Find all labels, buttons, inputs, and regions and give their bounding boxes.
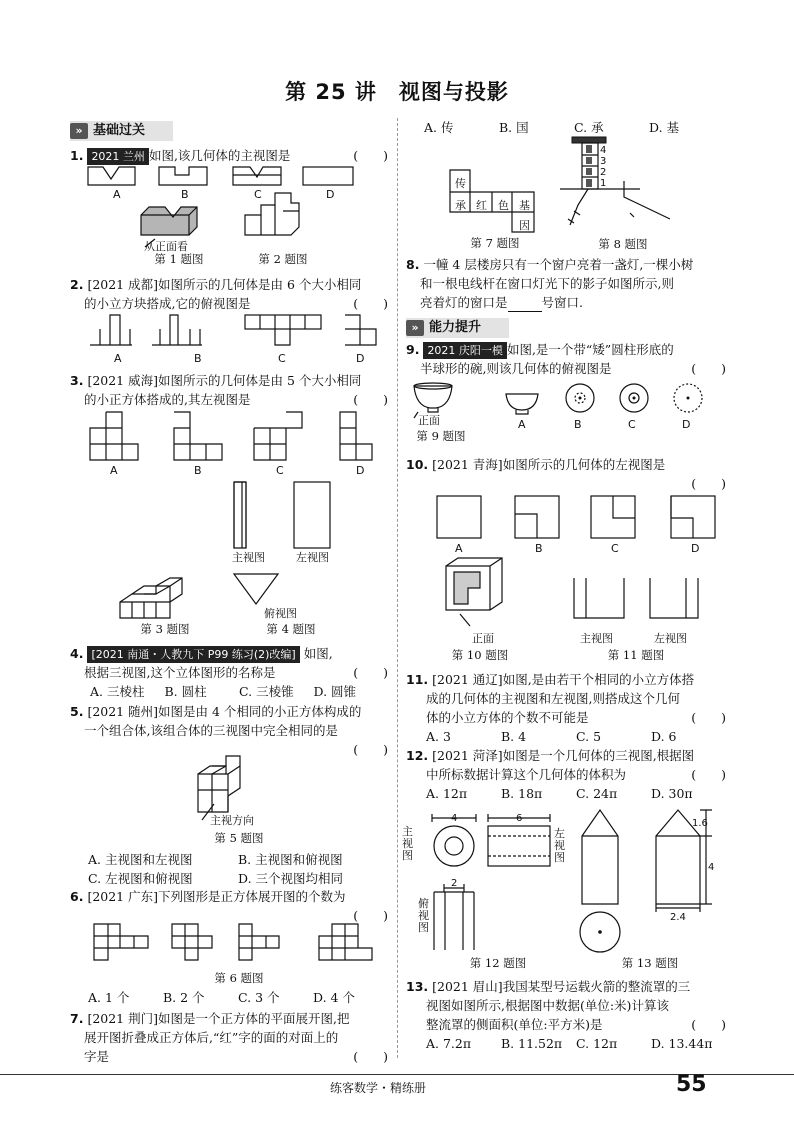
q13-dim-4: 4 xyxy=(708,862,715,873)
q1-opt-b: B xyxy=(181,188,189,201)
q9-text2: 半球形的碗,则该几何体的俯视图是 xyxy=(420,361,612,376)
q13-answer-paren[interactable]: ( ) xyxy=(691,1017,726,1032)
q12-opt-d[interactable]: D. 30π xyxy=(651,786,693,801)
q3-solid-figure xyxy=(118,574,208,624)
q11-opt-a[interactable]: A. 3 xyxy=(426,729,451,744)
q11-opt-c[interactable]: C. 5 xyxy=(576,729,602,744)
q5-options xyxy=(88,850,388,888)
q8-text1: 一幢 4 层楼房只有一个窗户亮着一盏灯,一棵小树 xyxy=(423,257,694,272)
q3-answer-paren[interactable]: ( ) xyxy=(353,392,388,407)
q7-char-se: 色 xyxy=(498,199,509,212)
q12-dim-6: 6 xyxy=(516,813,523,824)
q2-text2: 的小立方块搭成,它的俯视图是 xyxy=(84,296,251,311)
q1-answer-paren[interactable]: ( ) xyxy=(353,148,388,163)
q5-opt-a[interactable]: A. 主视图和左视图 xyxy=(88,852,193,867)
q6-number: 6. xyxy=(70,889,84,904)
q4-text2: 根据三视图,这个立体图形的名称是 xyxy=(84,665,276,680)
question-1 xyxy=(70,146,388,165)
q5-opt-b[interactable]: B. 主视图和俯视图 xyxy=(238,852,343,867)
q6-opt-c[interactable]: C. 3 个 xyxy=(238,990,280,1005)
q12-number: 12. xyxy=(406,748,429,763)
q11-fig-caption: 第 11 题图 xyxy=(607,648,665,662)
q4-top-view-label: 俯视图 xyxy=(264,607,297,620)
q4-opt-b[interactable]: B. 圆柱 xyxy=(164,684,207,699)
q1-number: 1. xyxy=(70,148,84,163)
q12-source-tag: [2021 菏泽] xyxy=(432,748,503,763)
q1-text: 如图,该几何体的主视图是 xyxy=(148,148,291,163)
q8-floor-4: 4 xyxy=(600,145,607,156)
question-5 xyxy=(70,702,388,759)
question-10 xyxy=(406,455,726,493)
page-number: 55 xyxy=(676,1072,707,1097)
q9-front-label: 正面 xyxy=(418,414,440,427)
q10-options-figure xyxy=(435,494,725,540)
q2-opt-a: A xyxy=(114,352,122,365)
question-6 xyxy=(70,887,388,925)
q4-opt-d[interactable]: D. 圆锥 xyxy=(313,684,357,699)
q6-text: 下列图形是正方体展开图的个数为 xyxy=(157,889,346,904)
q2-fig-caption: 第 2 题图 xyxy=(258,252,308,266)
question-12 xyxy=(406,746,726,803)
q2-opt-b: B xyxy=(194,352,202,365)
q11-opt-d[interactable]: D. 6 xyxy=(651,729,677,744)
q10-opt-b: B xyxy=(535,542,543,555)
q7-opt-d[interactable]: D. 基 xyxy=(649,120,680,135)
question-3 xyxy=(70,371,388,409)
q7-char-hong: 红 xyxy=(476,199,487,212)
q7-char-ji: 基 xyxy=(519,199,530,212)
q6-caption: 第 6 题图 xyxy=(214,971,264,985)
q10-text: 如图所示的几何体的左视图是 xyxy=(502,457,666,472)
q3-opt-d: D xyxy=(356,464,365,477)
q4-left-view-label: 左视图 xyxy=(296,551,329,564)
q7-char-yin: 因 xyxy=(519,219,530,232)
q11-source-tag: [2021 通辽] xyxy=(432,672,503,687)
q7-text1: 如图是一个正方体的平面展开图,把 xyxy=(157,1011,350,1026)
q9-source-tag: 2021 庆阳一模 xyxy=(423,342,507,359)
q13-three-views-figure xyxy=(578,808,718,953)
q12-opt-c[interactable]: C. 24π xyxy=(576,786,618,801)
question-7 xyxy=(70,1009,388,1066)
q5-answer-paren[interactable]: ( ) xyxy=(353,742,388,757)
q7-answer-paren[interactable]: ( ) xyxy=(353,1049,388,1064)
q3-opt-b: B xyxy=(194,464,202,477)
q8-text3a: 亮着灯的窗口是 xyxy=(420,295,508,310)
q2-number: 2. xyxy=(70,277,84,292)
q6-source-tag: [2021 广东] xyxy=(87,889,158,904)
q9-caption: 第 9 题图 xyxy=(416,429,466,443)
q9-text1: 如图,是一个带“矮”圆柱形底的 xyxy=(506,342,674,357)
q13-text1: 我国某型号运载火箭的整流罩的三 xyxy=(502,979,691,994)
q9-opt-b: B xyxy=(574,418,582,431)
q11-left-view-label: 左视图 xyxy=(654,632,687,645)
q12-front-label: 主视图 xyxy=(402,825,413,862)
q11-number: 11. xyxy=(406,672,429,687)
q8-number: 8. xyxy=(406,257,420,272)
q12-text2: 中所标数据计算这个几何体的体积为 xyxy=(426,767,627,782)
q11-opt-b[interactable]: B. 4 xyxy=(501,729,527,744)
q7-source-tag: [2021 荆门] xyxy=(87,1011,158,1026)
q13-opt-b[interactable]: B. 11.52π xyxy=(501,1036,563,1051)
q8-building-figure xyxy=(560,135,680,235)
q5-caption: 第 5 题图 xyxy=(214,831,264,845)
q9-answer-paren[interactable]: ( ) xyxy=(691,361,726,376)
q4-number: 4. xyxy=(70,646,84,661)
q12-left-label: 左视图 xyxy=(554,827,565,864)
question-13 xyxy=(406,977,726,1053)
q13-opt-c[interactable]: C. 12π xyxy=(576,1036,618,1051)
chevron-right-icon: » xyxy=(406,320,424,336)
q4-front-view-label: 主视图 xyxy=(232,551,265,564)
q11-text1: 如图,是由若干个相同的小立方体搭 xyxy=(502,672,695,687)
q10-number: 10. xyxy=(406,457,429,472)
footer-book-title: 练客数学・精练册 xyxy=(330,1081,427,1095)
q13-dim-2-4: 2.4 xyxy=(670,912,686,923)
q9-opt-d: D xyxy=(682,418,691,431)
q10-opt-a: A xyxy=(455,542,463,555)
q2-answer-paren[interactable]: ( ) xyxy=(353,296,388,311)
q7-opt-a[interactable]: A. 传 xyxy=(424,120,454,135)
q7-text2: 展开图折叠成正方体后,“红”字的面的对面上的 xyxy=(84,1030,339,1045)
q1-opt-a: A xyxy=(113,188,121,201)
q13-opt-d[interactable]: D. 13.44π xyxy=(651,1036,713,1051)
q1-options-figure xyxy=(85,165,365,255)
q7-char-chuan: 传 xyxy=(455,177,466,190)
q3-text2: 的小正方体搭成的,其左视图是 xyxy=(84,392,251,407)
q4-opt-a[interactable]: A. 三棱柱 xyxy=(90,684,145,699)
q13-source-tag: [2021 眉山] xyxy=(432,979,503,994)
q13-dim-1-6: 1.6 xyxy=(692,818,708,829)
footer-rule xyxy=(0,1074,794,1075)
q3-caption: 第 3 题图 xyxy=(140,622,190,636)
q12-opt-b[interactable]: B. 18π xyxy=(501,786,543,801)
q12-top-label: 俯视图 xyxy=(418,897,429,934)
q2-opt-c: C xyxy=(278,352,286,365)
q1-caption: 第 1 题图 xyxy=(154,252,204,266)
q7-caption: 第 7 题图 xyxy=(470,236,520,250)
q13-text2: 视图如图所示,根据图中数据(单位:米)计算该 xyxy=(426,998,669,1013)
q2-text1: 如图所示的几何体是由 6 个大小相同 xyxy=(157,277,362,292)
q7-opt-b[interactable]: B. 国 xyxy=(499,120,529,135)
q3-options-figure xyxy=(88,408,388,468)
q9-opt-a: A xyxy=(518,418,526,431)
q5-number: 5. xyxy=(70,704,84,719)
q6-options xyxy=(88,988,388,1007)
q3-opt-a: A xyxy=(110,464,118,477)
q3-number: 3. xyxy=(70,373,84,388)
q5-opt-c[interactable]: C. 左视图和俯视图 xyxy=(88,871,193,886)
q13-opt-a[interactable]: A. 7.2π xyxy=(426,1036,472,1051)
section-basic-label: 基础过关 xyxy=(93,123,146,138)
q5-source-tag: [2021 随州] xyxy=(87,704,158,719)
q7-opt-c[interactable]: C. 承 xyxy=(574,120,604,135)
question-9 xyxy=(406,340,726,378)
q4-answer-paren[interactable]: ( ) xyxy=(353,665,388,680)
q5-text1: 如图是由 4 个相同的小正方体构成的 xyxy=(157,704,362,719)
question-4 xyxy=(70,644,388,701)
q10-source-tag: [2021 青海] xyxy=(432,457,503,472)
q2-source-tag: [2021 成都] xyxy=(87,277,158,292)
q6-opt-a[interactable]: A. 1 个 xyxy=(88,990,130,1005)
q12-opt-a[interactable]: A. 12π xyxy=(426,786,468,801)
q13-caption: 第 13 题图 xyxy=(621,956,679,970)
q6-opt-b[interactable]: B. 2 个 xyxy=(163,990,205,1005)
q9-options-figure xyxy=(410,382,710,422)
q6-answer-paren[interactable]: ( ) xyxy=(353,908,388,923)
q3-opt-c: C xyxy=(276,464,284,477)
q4-three-views-figure xyxy=(232,480,352,610)
q7-char-cheng: 承 xyxy=(455,199,466,212)
q8-floor-1: 1 xyxy=(600,178,607,189)
q8-floor-3: 3 xyxy=(600,156,607,167)
q12-text1: 如图是一个几何体的三视图,根据图 xyxy=(502,748,695,763)
chevron-right-icon: » xyxy=(70,123,88,139)
q8-answer-blank[interactable] xyxy=(508,297,542,312)
q12-answer-paren[interactable]: ( ) xyxy=(691,767,726,782)
q9-number: 9. xyxy=(406,342,420,357)
q10-opt-c: C xyxy=(611,542,619,555)
q10-opt-d: D xyxy=(691,542,700,555)
question-8 xyxy=(406,255,726,312)
q6-nets-figure xyxy=(94,922,394,964)
q8-fig-caption: 第 8 题图 xyxy=(598,237,648,251)
q6-opt-d[interactable]: D. 4 个 xyxy=(313,990,355,1005)
q7-number: 7. xyxy=(70,1011,84,1026)
q13-text3: 整流罩的侧面积(单位:平方米)是 xyxy=(426,1017,603,1032)
q11-front-view-label: 主视图 xyxy=(580,632,613,645)
q4-source-tag: [2021 南通・人教九下 P99 练习(2)改编] xyxy=(87,646,299,663)
q12-dim-4: 4 xyxy=(451,813,458,824)
section-advanced xyxy=(406,318,509,338)
q12-caption: 第 12 题图 xyxy=(469,956,527,970)
q3-source-tag: [2021 威海] xyxy=(87,373,158,388)
q4-fig-caption: 第 4 题图 xyxy=(266,622,316,636)
q10-caption: 第 10 题图 xyxy=(451,648,509,662)
q10-front-label: 正面 xyxy=(472,632,494,645)
q9-opt-c: C xyxy=(628,418,636,431)
q5-text2: 一个组合体,该组合体的三视图中完全相同的是 xyxy=(84,723,338,738)
q1-opt-d: D xyxy=(326,188,335,201)
q7-text3: 字是 xyxy=(84,1049,110,1064)
page-title: 第 25 讲 视图与投影 xyxy=(285,80,509,104)
q11-text2: 成的几何体的主视图和左视图,则搭成这个几何 xyxy=(426,691,680,706)
q5-direction-label: 主视方向 xyxy=(210,814,254,827)
section-basic xyxy=(70,121,173,141)
q11-answer-paren[interactable]: ( ) xyxy=(691,710,726,725)
q8-text3b: 号窗口. xyxy=(541,295,583,310)
q4-opt-c[interactable]: C. 三棱锥 xyxy=(239,684,294,699)
q8-floor-2: 2 xyxy=(600,167,607,178)
q11-text3: 体的小立方体的个数不可能是 xyxy=(426,710,589,725)
q5-opt-d[interactable]: D. 三个视图均相同 xyxy=(238,871,344,886)
section-advanced-label: 能力提升 xyxy=(429,320,482,335)
column-divider xyxy=(397,118,399,1058)
q12-dim-2: 2 xyxy=(451,878,458,889)
q10-answer-paren[interactable]: ( ) xyxy=(691,476,726,491)
q4-text1: 如图, xyxy=(303,646,333,661)
question-11 xyxy=(406,670,726,746)
question-2 xyxy=(70,275,388,313)
q12-three-views-figure xyxy=(414,808,574,953)
q3-text1: 如图所示的几何体是由 5 个大小相同 xyxy=(157,373,362,388)
q2-opt-d: D xyxy=(356,352,365,365)
q13-number: 13. xyxy=(406,979,429,994)
q1-source-tag: 2021 兰州 xyxy=(87,148,149,165)
q8-text2: 和一根电线杆在窗口灯光下的影子如图所示,则 xyxy=(420,276,674,291)
q1-arrow-label: 从正面看 xyxy=(144,240,188,253)
q2-options-figure xyxy=(90,313,390,353)
q1-opt-c: C xyxy=(254,188,262,201)
